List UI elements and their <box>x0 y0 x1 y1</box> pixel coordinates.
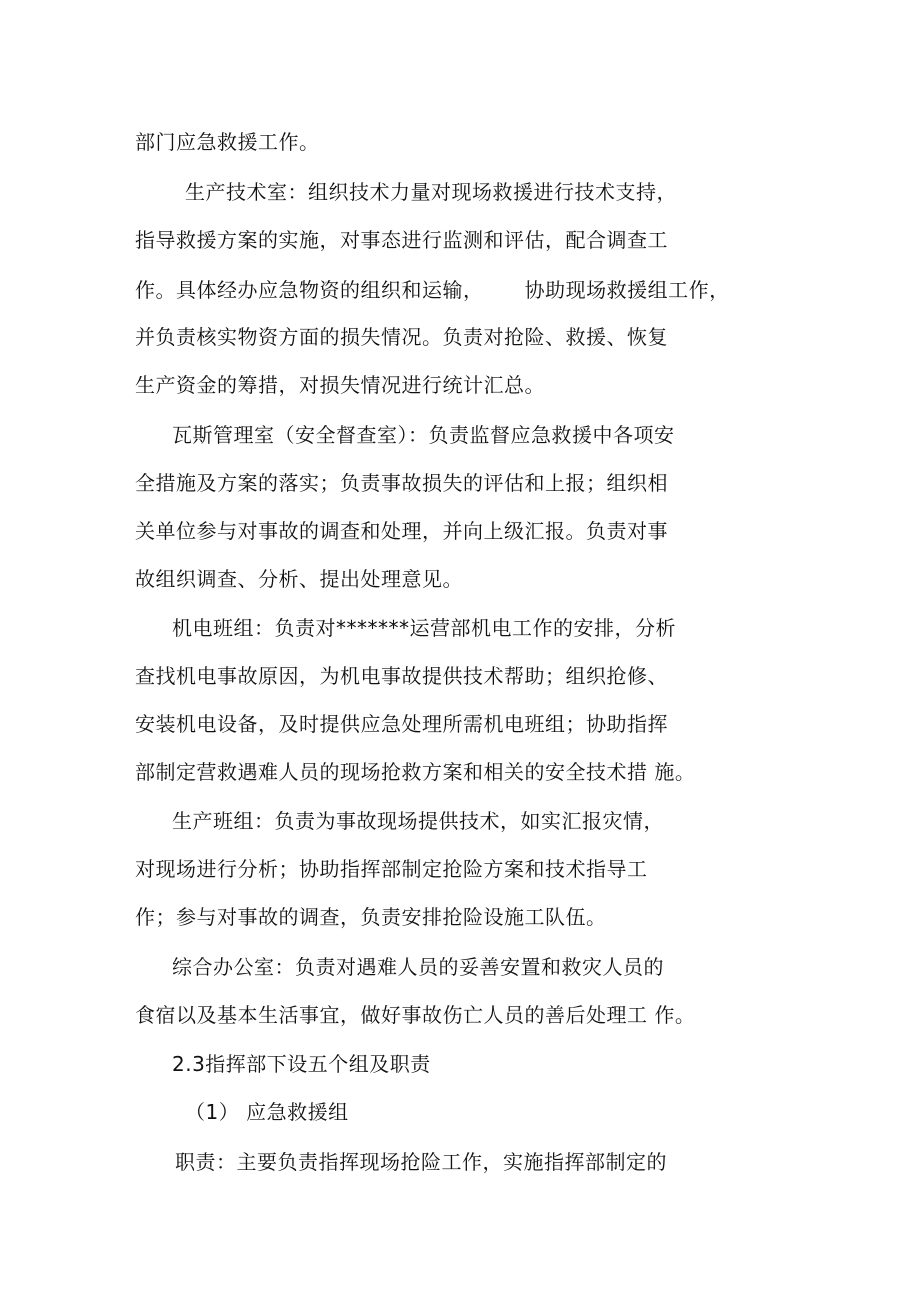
text-line-9: 关单位参与对事故的调查和处理，并向上级汇报。负责对事 <box>135 519 668 543</box>
text-line-14: 部制定营救遇难人员的现场抢救方案和相关的安全技术措 施。 <box>135 760 696 784</box>
text-line-16: 对现场进行分析；协助指挥部制定抢险方案和技术指导工 <box>135 857 648 881</box>
text-line-8: 全措施及方案的落实；负责事故损失的评估和上报；组织相 <box>135 471 668 495</box>
text-line-4: 作。具体经办应急物资的组织和运输， 协助现场救援组工作， <box>135 278 730 302</box>
text-line-13: 安装机电设备，及时提供应急处理所需机电班组；协助指挥 <box>135 712 668 736</box>
text-line-18: 综合办公室：负责对遇难人员的妥善安置和救灾人员的 <box>172 955 664 979</box>
text-line-2: 生产技术室：组织技术力量对现场救援进行技术支持， <box>185 180 677 204</box>
subsection-heading: （1） 应急救援组 <box>185 1100 349 1124</box>
text-line-10: 故组织调查、分析、提出处理意见。 <box>135 567 463 591</box>
text-line-19: 食宿以及基本生活事宜，做好事故伤亡人员的善后处理工 作。 <box>135 1003 696 1027</box>
text-line-22: 职责：主要负责指挥现场抢险工作，实施指挥部制定的 <box>175 1150 667 1174</box>
text-line-11: 机电班组：负责对*******运营部机电工作的安排，分析 <box>172 616 676 640</box>
text-line-5: 并负责核实物资方面的损失情况。负责对抢险、救援、恢复 <box>135 325 668 349</box>
text-line-3: 指导救援方案的实施，对事态进行监测和评估，配合调查工 <box>135 228 668 252</box>
text-line-6: 生产资金的筹措，对损失情况进行统计汇总。 <box>135 373 545 397</box>
text-line-15: 生产班组：负责为事故现场提供技术，如实汇报灾情， <box>172 809 664 833</box>
text-line-1: 部门应急救援工作。 <box>135 130 320 154</box>
text-line-17: 作；参与对事故的调查，负责安排抢险设施工队伍。 <box>135 905 607 929</box>
text-line-12: 查找机电事故原因，为机电事故提供技术帮助；组织抢修、 <box>135 664 668 688</box>
text-line-7: 瓦斯管理室（安全督查室）：负责监督应急救援中各项安 <box>172 423 675 447</box>
section-heading: 2.3指挥部下设五个组及职责 <box>172 1052 431 1076</box>
